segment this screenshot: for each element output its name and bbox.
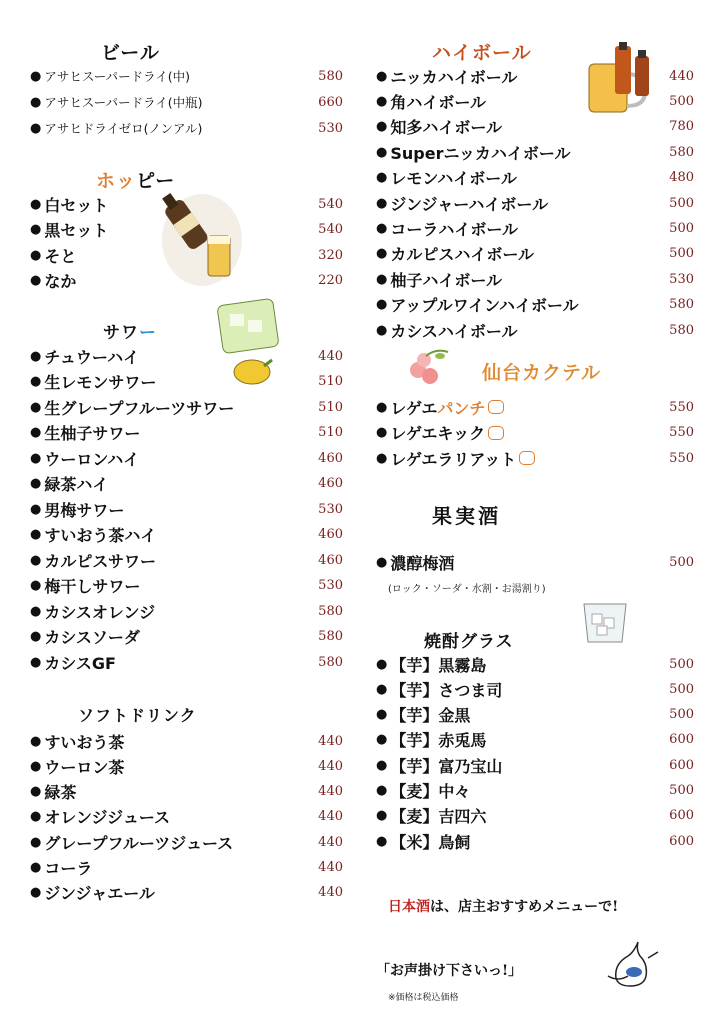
menu-item-name: [376, 653, 486, 676]
menu-item-price: 460: [318, 450, 343, 466]
fist-icon: [519, 451, 535, 465]
bullet-icon: ●: [376, 681, 388, 697]
bullet-icon: ●: [376, 399, 388, 415]
menu-item-label: 白セット: [44, 195, 109, 215]
menu-item-name: [376, 447, 535, 470]
menu-item-price: 460: [318, 476, 343, 491]
menu-item-price: 320: [318, 247, 343, 263]
menu-item-price: 540: [318, 222, 343, 237]
bullet-icon: ●: [30, 758, 42, 774]
bullet-icon: ●: [30, 578, 42, 593]
menu-item-name: [376, 754, 502, 777]
menu-item-label: チュウーハイ: [44, 347, 140, 367]
menu-item-price: 550: [669, 450, 694, 466]
menu-item-label: 【芋】赤兎馬: [390, 731, 487, 751]
menu-item-label: 【芋】金黒: [390, 706, 471, 726]
bullet-icon: ●: [376, 68, 388, 84]
menu-item-label: 柚子ハイボール: [390, 270, 503, 290]
bullet-icon: ●: [376, 425, 388, 440]
menu-item-name: [376, 678, 502, 701]
menu-item-row: [376, 422, 694, 444]
menu-item-label: カルピスサワー: [44, 551, 157, 571]
menu-item-name: [30, 244, 76, 267]
menu-item-label: アサヒスーパードライ(中): [44, 69, 190, 84]
menu-item-label: 生グレープフルーツサワー: [44, 398, 235, 418]
menu-item-price: 440: [318, 733, 343, 749]
menu-item-row: [30, 755, 343, 777]
menu-item-price: 510: [318, 399, 343, 415]
menu-item-label: すいおう茶: [44, 732, 125, 752]
menu-item-name: [376, 779, 470, 802]
menu-item-name: [30, 498, 124, 521]
menu-item-name: [376, 268, 502, 291]
menu-item-label: すいおう茶ハイ: [44, 526, 157, 545]
menu-item-price: 580: [318, 629, 343, 644]
menu-item-label: 【芋】さつま司: [390, 680, 503, 700]
menu-item-name: [30, 651, 116, 674]
menu-item-row: [30, 626, 343, 648]
menu-item-label: 角ハイボール: [390, 92, 487, 112]
menu-item-name: [30, 523, 156, 546]
menu-item-label: 【米】鳥飼: [390, 832, 471, 852]
menu-item-name: [376, 115, 502, 138]
menu-item-row: [376, 141, 694, 163]
bullet-icon: ●: [30, 399, 42, 415]
bullet-icon: ●: [376, 757, 388, 773]
menu-item-name: [30, 805, 170, 828]
menu-item-name: [376, 830, 470, 853]
menu-item-name: [376, 319, 518, 342]
bullet-icon: ●: [30, 120, 42, 136]
bullet-icon: ●: [376, 246, 388, 262]
bullet-icon: ●: [30, 425, 42, 440]
bullet-icon: ●: [376, 554, 388, 570]
menu-item-price: 530: [318, 501, 343, 517]
menu-item-label: そと: [44, 246, 77, 266]
menu-item-name: [30, 730, 124, 753]
menu-item-price: 780: [669, 119, 694, 135]
menu-item-row: [30, 371, 343, 393]
menu-item-label: コーラ: [44, 859, 93, 878]
menu-item-price: 440: [318, 758, 343, 774]
menu-item-row: [30, 65, 343, 87]
menu-item-label: コーラハイボール: [390, 219, 519, 239]
menu-item-name: [30, 549, 156, 572]
menu-item-row: [376, 268, 694, 290]
menu-item-row: [376, 243, 694, 265]
menu-item-row: [376, 167, 694, 189]
menu-item-name: [30, 396, 234, 419]
menu-item-price: 220: [318, 273, 343, 288]
bullet-icon: ●: [30, 222, 42, 237]
menu-item-price: 600: [669, 732, 694, 748]
menu-item-price: 530: [669, 271, 694, 287]
menu-item-label: 知多ハイボール: [390, 118, 503, 138]
call-out-text: 「お声掛け下さいっ!」: [376, 963, 523, 979]
menu-item-name: [376, 421, 504, 444]
menu-item-price: 530: [318, 578, 343, 593]
menu-item-price: 480: [669, 170, 694, 186]
menu-item-label: アサヒスーパードライ(中瓶): [44, 95, 203, 110]
menu-item-name: [376, 65, 517, 88]
menu-item-label: 【麦】中々: [390, 782, 471, 801]
menu-item-label: レモンハイボール: [390, 169, 517, 189]
bullet-icon: ●: [376, 170, 388, 186]
bullet-icon: ●: [30, 196, 42, 212]
bullet-icon: ●: [30, 527, 42, 542]
menu-item-name: [30, 67, 190, 85]
menu-item-label: ウーロンハイ: [44, 449, 140, 469]
menu-item-name: [30, 856, 92, 879]
menu-item-price: 550: [669, 425, 694, 440]
menu-item-price: 500: [669, 681, 694, 697]
bullet-icon: ●: [30, 603, 42, 619]
menu-item-name: [376, 217, 518, 240]
menu-item-label: 男梅サワー: [44, 500, 125, 520]
menu-item-price: 500: [669, 707, 694, 723]
menu-item-price: 660: [318, 94, 343, 110]
sake-bottle-icon: [604, 938, 664, 990]
menu-item-label: ニッカハイボール: [390, 67, 518, 87]
menu-item-price: 580: [669, 144, 694, 160]
menu-item-name: [30, 193, 108, 216]
menu-item-price: 440: [318, 860, 343, 875]
menu-item-name: [30, 600, 155, 623]
menu-item-row: [376, 294, 694, 316]
bullet-icon: ●: [30, 552, 42, 568]
menu-item-row: [30, 781, 343, 803]
menu-item-row: [30, 219, 343, 241]
menu-item-row: [30, 498, 343, 520]
cocktail-title: 仙台カクテル: [482, 362, 602, 384]
menu-item-label: なか: [44, 272, 77, 291]
sake-rest: は、店主おすすめメニューで!: [430, 899, 619, 915]
menu-item-row: [376, 678, 694, 700]
menu-item-price: 500: [669, 195, 694, 211]
hoppy-title-rest: ピー: [136, 170, 176, 192]
menu-item-label: Superニッカハイボール: [390, 143, 571, 163]
sour-title: [103, 318, 157, 343]
bullet-icon: ●: [30, 733, 42, 749]
menu-item-name: [30, 755, 124, 778]
menu-item-label: カシスオレンジ: [44, 602, 156, 622]
bullet-icon: ●: [376, 322, 388, 338]
fruit-wine-price: 500: [669, 554, 694, 570]
menu-item-row: [30, 549, 343, 571]
shochu-title: 焼酎グラス: [424, 632, 514, 652]
menu-item-price: 600: [669, 833, 694, 849]
menu-item-row: [376, 116, 694, 138]
menu-item-name: [376, 293, 579, 316]
menu-item-label: ジンジャーハイボール: [390, 194, 549, 214]
menu-item-price: 530: [318, 120, 343, 136]
menu-item-name-main: レゲエキック: [390, 424, 486, 443]
menu-item-row: [30, 882, 343, 904]
menu-item-row: [376, 830, 694, 852]
menu-item-price: 510: [318, 425, 343, 440]
menu-item-row: [376, 447, 694, 469]
menu-item-name: [30, 625, 140, 648]
menu-item-price: 500: [669, 246, 694, 262]
menu-item-name: [30, 421, 140, 444]
soft-drink-title: ソフトドリンク: [78, 706, 197, 725]
sour-title-main: サワ: [103, 323, 139, 343]
menu-item-name: [376, 804, 486, 827]
bullet-icon: ●: [376, 656, 388, 672]
menu-item-price: 500: [669, 220, 694, 236]
menu-item-label: カルピスハイボール: [390, 245, 535, 265]
menu-item-price: 440: [318, 784, 343, 800]
menu-item-name: [376, 166, 517, 189]
fruit-wine-title: 果実酒: [432, 504, 501, 528]
bullet-icon: ●: [30, 476, 42, 491]
menu-item-label: 緑茶: [44, 783, 77, 803]
bullet-icon: ●: [30, 68, 42, 84]
menu-item-price: 440: [318, 348, 343, 364]
bullet-icon: ●: [376, 93, 388, 109]
menu-item-label: 緑茶ハイ: [44, 475, 109, 494]
bullet-icon: ●: [376, 144, 388, 160]
hoppy-title: [96, 166, 175, 193]
hoppy-title-accent: ホッ: [96, 170, 137, 192]
menu-item-price: 550: [669, 399, 694, 415]
highball-title: ハイボール: [432, 42, 532, 64]
menu-item-price: 500: [669, 783, 694, 798]
menu-item-row: [376, 192, 694, 214]
menu-item-row: [30, 473, 343, 495]
menu-item-price: 460: [318, 552, 343, 568]
menu-item-name: [30, 780, 76, 803]
menu-item-row: [376, 729, 694, 751]
menu-item-row: [30, 575, 343, 597]
menu-item-price: 440: [318, 809, 343, 825]
menu-item-name: [376, 90, 486, 113]
bullet-icon: ●: [30, 94, 42, 110]
menu-item-name: [376, 141, 571, 164]
bullet-icon: ●: [30, 450, 42, 466]
menu-item-name: [30, 472, 108, 495]
menu-item-row: [376, 780, 694, 802]
menu-item-name: [30, 831, 233, 854]
bullet-icon: ●: [30, 885, 42, 901]
menu-item-price: 600: [669, 808, 694, 824]
menu-item-price: 440: [669, 68, 694, 84]
menu-item-name: [376, 728, 486, 751]
menu-item-name: [376, 396, 504, 419]
menu-item-label: 【芋】黒霧島: [390, 655, 487, 675]
menu-item-name: [376, 192, 548, 215]
menu-item-name: [30, 119, 202, 137]
menu-item-row: [30, 730, 343, 752]
menu-item-row: [30, 857, 343, 879]
menu-item-label: 【麦】吉四六: [390, 807, 487, 827]
bullet-icon: ●: [376, 783, 388, 798]
menu-item-row: [30, 831, 343, 853]
rock-glass-illustration: [578, 596, 632, 648]
menu-item-name: [30, 345, 139, 368]
menu-item-price: 580: [318, 654, 343, 670]
menu-item-row: [376, 217, 694, 239]
menu-item-name: [30, 269, 76, 292]
menu-item-price: 460: [318, 527, 343, 542]
menu-item-row: [376, 396, 694, 418]
bullet-icon: ●: [30, 834, 42, 850]
menu-item-name: [376, 242, 534, 265]
menu-item-label: 【芋】富乃宝山: [390, 756, 503, 776]
menu-item-row: [30, 117, 343, 139]
menu-item-label: 生柚子サワー: [44, 424, 141, 443]
menu-item-row: [376, 319, 694, 341]
bullet-icon: ●: [30, 273, 42, 288]
bullet-icon: ●: [376, 297, 388, 313]
menu-item-price: 580: [318, 603, 343, 619]
menu-item-name-main: レゲエ: [390, 398, 438, 418]
tax-note: ※価格は税込価格: [388, 993, 459, 1003]
menu-item-row: [30, 270, 343, 292]
menu-item-name: [30, 218, 108, 241]
menu-item-label: グレープフルーツジュース: [44, 833, 234, 853]
bullet-icon: ●: [376, 732, 388, 748]
fist-icon: [488, 400, 504, 414]
menu-item-name: [30, 370, 156, 393]
bullet-icon: ●: [30, 374, 42, 389]
menu-item-price: 500: [669, 656, 694, 672]
fist-icon: [488, 426, 504, 440]
menu-item-row: [30, 524, 343, 546]
menu-item-row: [376, 65, 694, 87]
menu-item-row: [376, 653, 694, 675]
bullet-icon: ●: [30, 809, 42, 825]
fruit-wine-name: 濃醇梅酒: [390, 553, 455, 573]
sour-title-accent: ー: [139, 323, 157, 343]
menu-item-row: [30, 447, 343, 469]
menu-item-row: [30, 193, 343, 215]
menu-item-name: [376, 703, 470, 726]
bullet-icon: ●: [376, 271, 388, 287]
menu-item-row: [30, 651, 343, 673]
menu-item-price: 440: [318, 834, 343, 850]
bullet-icon: ●: [376, 450, 388, 466]
bullet-icon: ●: [376, 220, 388, 236]
fruit-wine-note: (ロック・ソーダ・水割・お湯割り): [388, 584, 546, 595]
menu-item-name: [30, 881, 155, 904]
menu-item-price: 510: [318, 374, 343, 389]
bullet-icon: ●: [30, 654, 42, 670]
peach-icon: [404, 346, 454, 390]
menu-item-label: 黒セット: [44, 221, 109, 240]
menu-item-name-main: レゲエラリアット: [390, 449, 517, 469]
bullet-icon: ●: [30, 784, 42, 800]
bullet-icon: ●: [30, 348, 42, 364]
fruit-wine-item: [376, 551, 694, 573]
menu-item-price: 580: [318, 68, 343, 84]
bullet-icon: ●: [376, 195, 388, 211]
menu-item-name: [30, 447, 139, 470]
menu-item-row: [30, 422, 343, 444]
menu-item-name: [30, 93, 202, 111]
menu-item-price: 540: [318, 196, 343, 212]
menu-item-row: [376, 704, 694, 726]
menu-item-label: ウーロン茶: [44, 757, 125, 777]
menu-item-row: [376, 90, 694, 112]
bullet-icon: ●: [30, 501, 42, 517]
menu-item-label: ジンジャエール: [44, 884, 155, 904]
bullet-icon: ●: [30, 629, 42, 644]
beer-title: ビール: [101, 42, 160, 64]
sake-recommendation: [388, 896, 618, 916]
menu-item-label: 生レモンサワー: [44, 373, 157, 392]
menu-item-row: [30, 396, 343, 418]
bullet-icon: ●: [376, 119, 388, 135]
menu-item-label: カシスソーダ: [44, 628, 140, 647]
menu-item-name-accent: パンチ: [437, 398, 486, 418]
menu-item-name: [30, 574, 140, 597]
menu-item-price: 580: [669, 297, 694, 313]
bullet-icon: ●: [376, 833, 388, 849]
menu-item-row: [30, 91, 343, 113]
menu-item-price: 440: [318, 885, 343, 901]
bullet-icon: ●: [376, 808, 388, 824]
bullet-icon: ●: [30, 860, 42, 875]
bullet-icon: ●: [30, 247, 42, 263]
menu-item-row: [30, 244, 343, 266]
menu-item-label: オレンジジュース: [44, 808, 171, 828]
menu-item-price: 500: [669, 93, 694, 109]
menu-item-label: カシスGF: [44, 653, 116, 673]
menu-item-label: カシスハイボール: [390, 321, 518, 341]
menu-item-price: 580: [669, 322, 694, 338]
menu-item-label: 梅干しサワー: [44, 577, 141, 596]
sake-word: 日本酒: [388, 899, 430, 915]
menu-item-row: [30, 806, 343, 828]
menu-item-row: [30, 345, 343, 367]
menu-item-label: アサヒドライゼロ(ノンアル): [44, 121, 203, 136]
bullet-icon: ●: [376, 707, 388, 723]
menu-item-row: [30, 600, 343, 622]
menu-item-label: アップルワインハイボール: [390, 296, 579, 316]
menu-item-row: [376, 754, 694, 776]
menu-item-row: [376, 805, 694, 827]
menu-item-price: 600: [669, 757, 694, 773]
